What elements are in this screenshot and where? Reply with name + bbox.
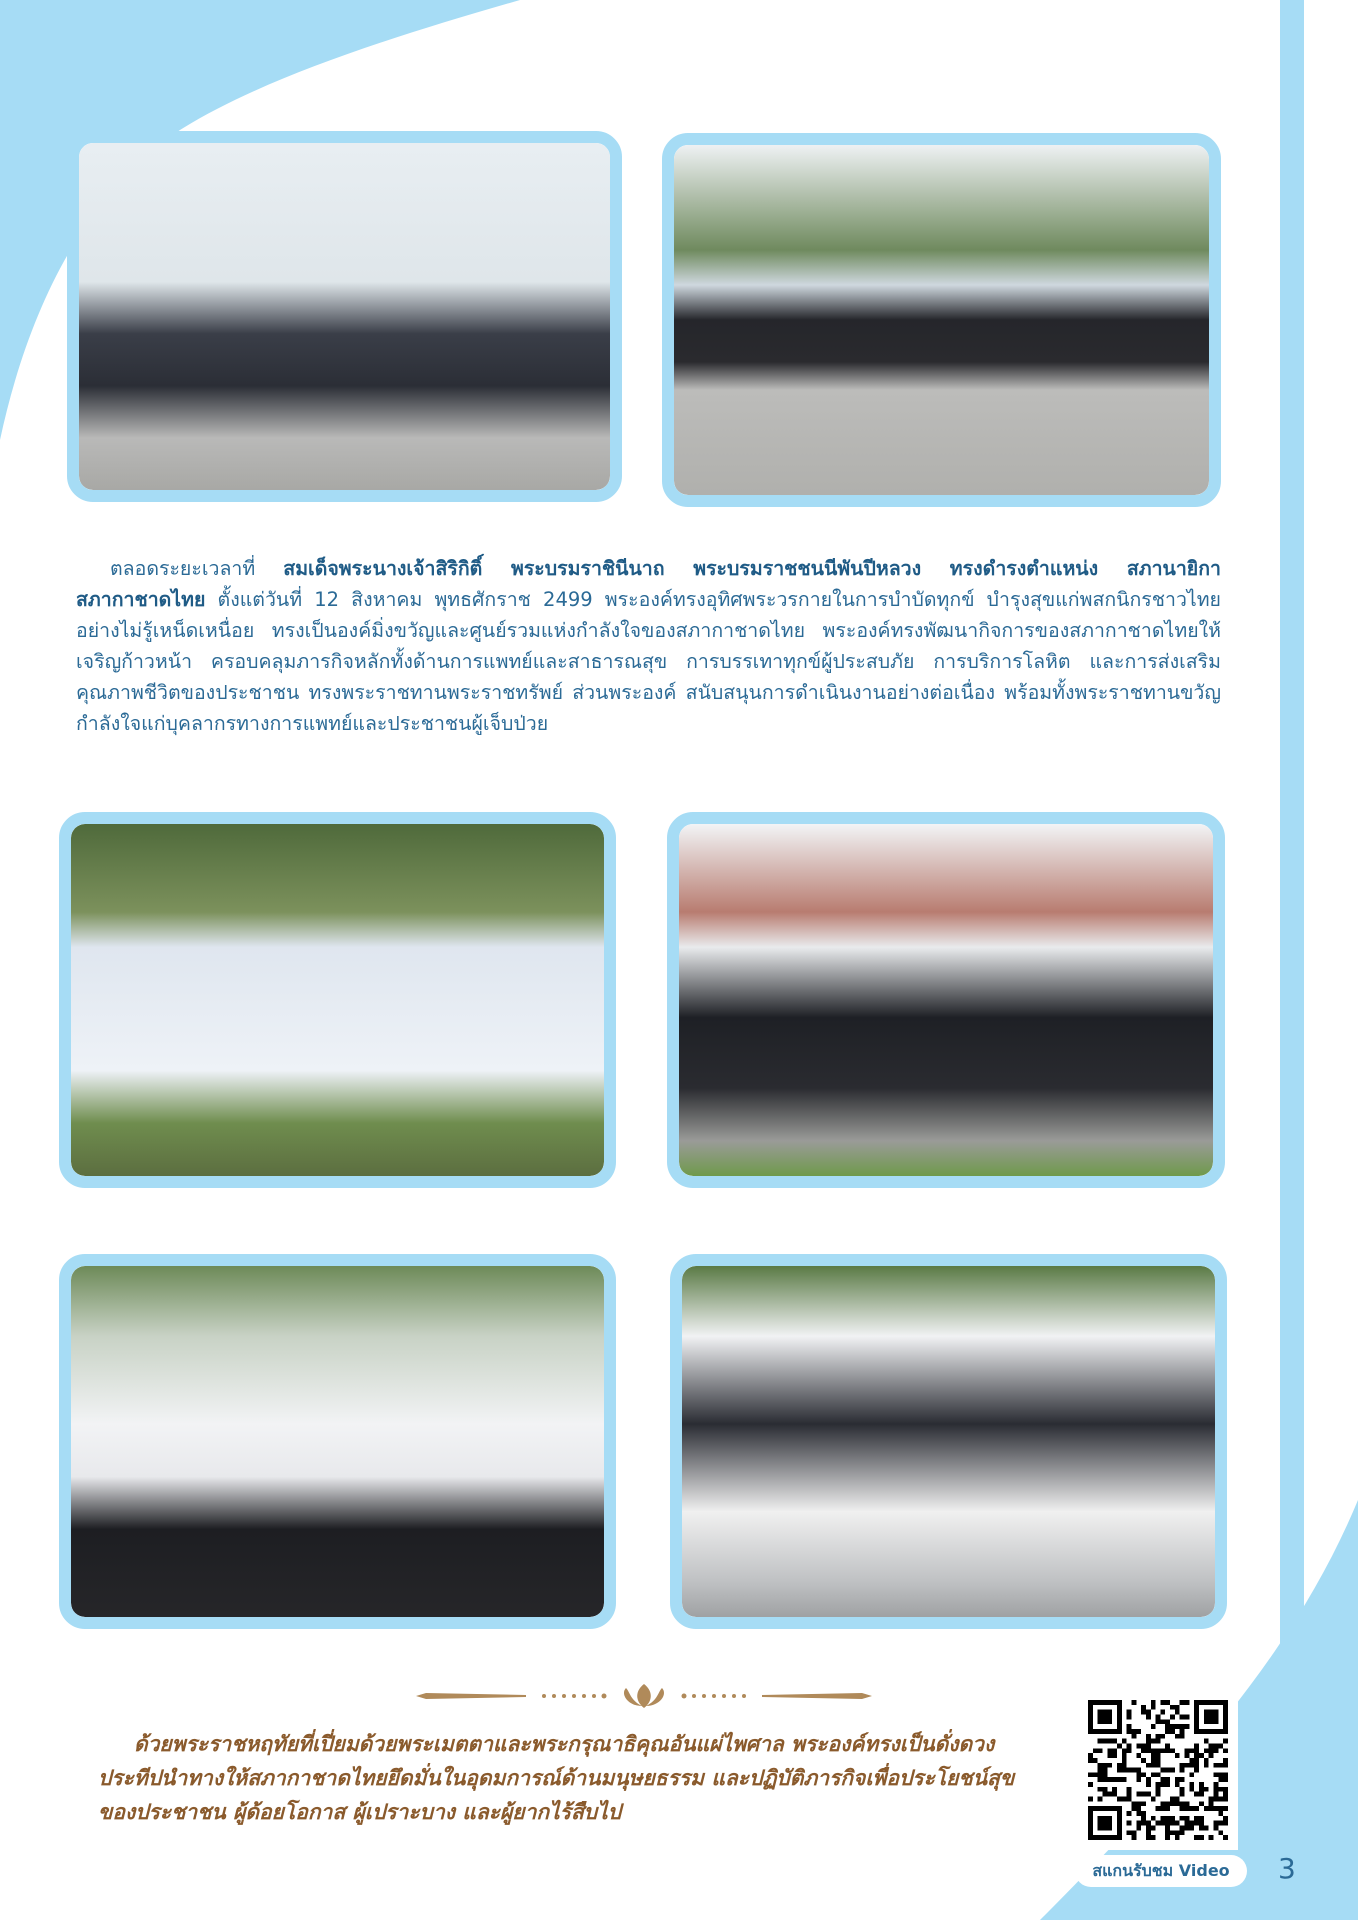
body-paragraph — [76, 553, 1221, 739]
ornament-divider — [416, 1682, 872, 1710]
paragraph-body: ตั้งแต่วันที่ 12 สิงหาคม พุทธศักราช 2499 พระองค์ทรงอุทิศพระวรกายในการบำบัดทุกข์ บำรุงสุขแก่พสกนิกรชาวไทยอย่างไม่รู้เหน็ดเหนื่อย ทรงเป็นองค์มิ่งขวัญและศูนย์รวมแห่งกำลังใจของสภากาชาดไทย พระองค์ทรงพัฒนากิจการของสภากาชาดไทยให้เจริญก้าวหน้า ครอบคลุมภารกิจหลักทั้งด้านการแพทย์และสาธารณสุข การบรรเทาทุกข์ผู้ประสบภัย การบริการโลหิต และการส่งเสริมคุณภาพชีวิตของประชาชน ทรงพระราชทานพระราชทรัพย์ ส่วนพระองค์ สนับสนุนการดำเนินงานอย่างต่อเนื่อง พร้อมทั้งพระราชทานขวัญกำลังใจแก่บุคลากรทางการแพทย์และประชาชนผู้เจ็บป่วย — [76, 588, 1221, 735]
paragraph-bold-title: สมเด็จพระนางเจ้าสิริกิติ์ พระบรมราชินีนาถ พระบรมราชชนนีพันปีหลวง ทรงดำรงตำแหน่ง สภานายิกาสภากาชาดไทย — [76, 557, 1221, 611]
photo-staff-line — [667, 812, 1225, 1188]
closing-statement: ด้วยพระราชหฤทัยที่เปี่ยมด้วยพระเมตตาและพระกรุณาธิคุณอันแผ่ไพศาล พระองค์ทรงเป็นดั่งดวงประทีปนำทางให้สภากาชาดไทยยึดมั่นในอุดมการณ์ด้านมนุษยธรรม และปฏิบัติภารกิจเพื่อประโยชน์สุขของประชาชน ผู้ด้อยโอกาส ผู้เปราะบาง และผู้ยากไร้สืบไป — [98, 1732, 1015, 1824]
dots-right — [682, 1694, 747, 1699]
qr-code[interactable] — [1078, 1690, 1238, 1850]
photo-exhibition-boards — [59, 812, 616, 1188]
dots-left — [542, 1694, 607, 1699]
paragraph-lead: ตลอดระยะเวลาที่ — [110, 557, 284, 580]
photo-exhibition-walk — [67, 131, 622, 502]
photo-band-performance — [670, 1254, 1227, 1629]
photo-group-portrait — [662, 133, 1221, 507]
page-number: 3 — [1278, 1852, 1296, 1885]
scan-video-label[interactable]: สแกนรับชม Video — [1075, 1855, 1247, 1887]
photo-students-line — [59, 1254, 616, 1629]
